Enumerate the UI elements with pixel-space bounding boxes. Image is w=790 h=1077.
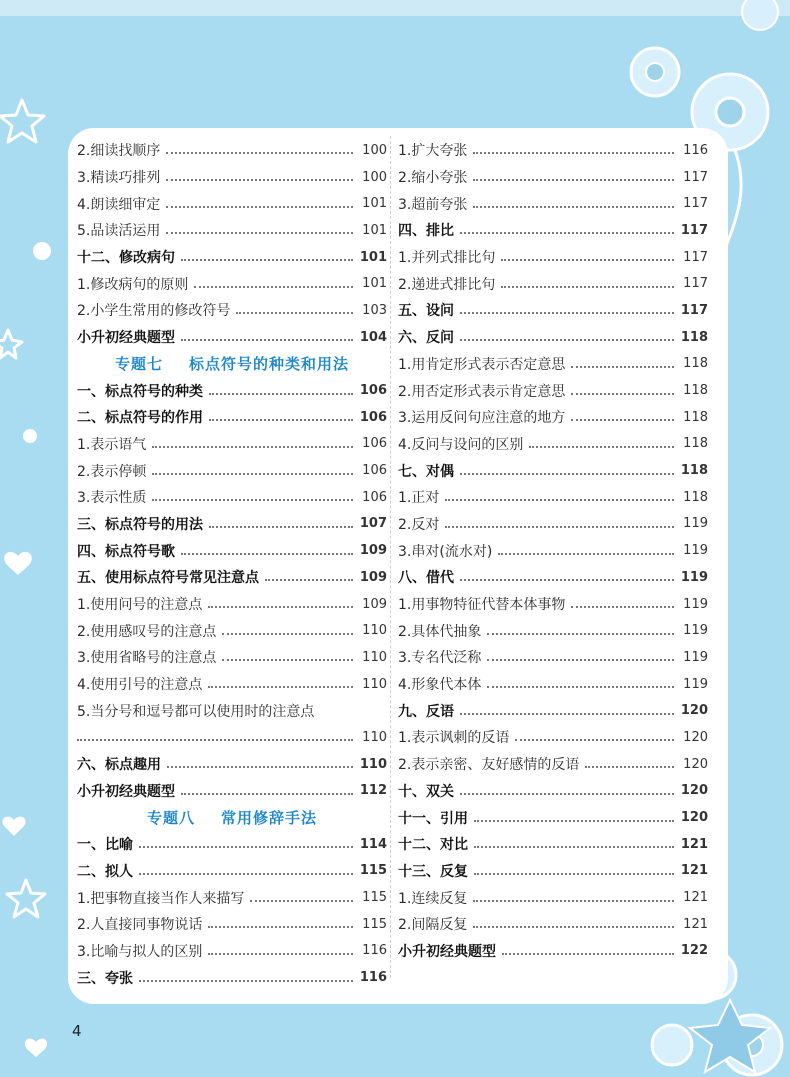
toc-entry-row[interactable] (398, 724, 708, 751)
dot-leader (152, 446, 353, 448)
toc-entry-row[interactable] (77, 671, 387, 698)
dot-leader (166, 232, 353, 234)
sun-icon (23, 429, 37, 443)
toc-entry-row[interactable] (77, 938, 387, 965)
dot-leader (460, 473, 674, 475)
toc-section-row[interactable] (398, 297, 708, 324)
dot-leader (166, 179, 353, 181)
dot-leader (208, 686, 353, 688)
star-icon (7, 880, 45, 917)
toc-entry-title: 1.使用问号的注意点 (77, 597, 203, 614)
dot-leader (181, 259, 353, 261)
heart-icon (2, 817, 25, 836)
toc-section-row[interactable] (398, 831, 708, 858)
toc-entry-row[interactable] (398, 617, 708, 644)
dot-leader (236, 312, 353, 314)
toc-entry-title: 小升初经典题型 (77, 783, 175, 800)
toc-entry-row[interactable] (77, 457, 387, 484)
toc-page-number: 110 (362, 649, 387, 665)
dot-leader (222, 659, 353, 661)
toc-page-number: 118 (680, 329, 708, 345)
toc-entry-row[interactable] (77, 644, 387, 671)
toc-page-number: 120 (680, 783, 708, 799)
toc-entry-title: 六、反问 (398, 330, 454, 347)
toc-section-row[interactable] (398, 324, 708, 351)
toc-entry-title: 小升初经典题型 (77, 330, 175, 347)
dot-leader (181, 553, 353, 555)
dot-leader (445, 526, 674, 528)
toc-entry-title: 2.间隔反复 (398, 917, 468, 934)
toc-entry-title: 3.超前夸张 (398, 196, 468, 213)
sun-icon (33, 242, 51, 260)
toc-entry-row[interactable] (398, 431, 708, 458)
toc-page-number: 106 (362, 436, 387, 452)
toc-entry-row[interactable] (398, 644, 708, 671)
toc-page-number: 101 (362, 196, 387, 212)
toc-page-number: 121 (680, 836, 708, 852)
toc-page-number: 101 (362, 222, 387, 238)
flower-icon (652, 1025, 692, 1065)
toc-page-number: 115 (359, 863, 387, 879)
toc-entry-title: 2.用否定形式表示肯定意思 (398, 383, 566, 400)
dot-leader (139, 846, 353, 848)
toc-page-number: 100 (362, 142, 387, 158)
toc-entry-row[interactable] (77, 297, 387, 324)
toc-entry-title: 十二、对比 (398, 837, 468, 854)
toc-entry-title: 4.反问与设问的区别 (398, 436, 524, 453)
dot-leader (487, 633, 674, 635)
dot-leader (152, 473, 353, 475)
dot-leader (181, 339, 353, 341)
toc-section-row[interactable] (77, 564, 387, 591)
dot-leader (250, 900, 353, 902)
toc-page-number: 110 (362, 676, 387, 692)
dot-leader (139, 980, 353, 982)
toc-entry-title: 八、借代 (398, 570, 454, 587)
heart-icon (4, 552, 32, 575)
toc-page-number: 119 (683, 649, 708, 665)
toc-right-column (398, 137, 708, 964)
dot-leader (445, 499, 674, 501)
heart-icon (25, 1039, 47, 1057)
toc-page-number: 116 (359, 970, 387, 986)
dot-leader (498, 553, 674, 555)
dot-leader (222, 633, 353, 635)
toc-entry-row[interactable] (77, 431, 387, 458)
toc-entry-row[interactable] (77, 697, 387, 724)
dot-leader (208, 606, 353, 608)
dot-leader (585, 766, 674, 768)
toc-entry-row[interactable] (398, 537, 708, 564)
toc-entry-title: 1.表示语气 (77, 436, 147, 453)
toc-entry-title: 十三、反复 (398, 863, 468, 880)
toc-entry-row[interactable] (398, 137, 708, 164)
dot-leader (571, 419, 674, 421)
toc-section-row[interactable] (77, 404, 387, 431)
chapter-title: 常用修辞手法 (221, 809, 318, 828)
chapter-number: 专题七 (114, 355, 163, 374)
dot-leader (208, 953, 353, 955)
toc-section-row[interactable] (398, 217, 708, 244)
dot-leader (460, 579, 674, 581)
toc-page-number: 109 (359, 569, 387, 585)
toc-page-number: 101 (359, 249, 387, 265)
dot-leader (473, 926, 674, 928)
toc-entry-title: 3.比喻与拟人的区别 (77, 943, 203, 960)
dot-leader (473, 152, 674, 154)
dot-leader (571, 393, 674, 395)
dot-leader (474, 846, 674, 848)
toc-entry-row[interactable] (398, 911, 708, 938)
toc-entry-row[interactable] (398, 404, 708, 431)
toc-section-row[interactable] (77, 964, 387, 991)
dot-leader (571, 606, 674, 608)
star-icon (0, 330, 22, 358)
toc-entry-title: 1.用肯定形式表示否定意思 (398, 356, 566, 373)
toc-entry-row[interactable] (77, 724, 387, 751)
toc-entry-title: 五、设问 (398, 303, 454, 320)
toc-entry-title: 三、夸张 (77, 970, 133, 987)
toc-page-number: 103 (362, 302, 387, 318)
toc-entry-title: 九、反语 (398, 703, 454, 720)
toc-page-number: 118 (683, 356, 708, 372)
toc-entry-title: 四、标点符号歌 (77, 543, 175, 560)
toc-section-row[interactable] (77, 778, 387, 805)
toc-entry-title: 4.朗读细审定 (77, 196, 161, 213)
dot-leader (181, 793, 353, 795)
toc-section-row[interactable] (77, 324, 387, 351)
toc-page-number: 117 (680, 302, 708, 318)
dot-leader (473, 179, 674, 181)
toc-entry-title: 2.表示亲密、友好感情的反语 (398, 757, 580, 774)
toc-entry-row[interactable] (398, 591, 708, 618)
toc-section-row[interactable] (398, 457, 708, 484)
toc-page-number: 119 (683, 676, 708, 692)
toc-entry-title: 三、标点符号的用法 (77, 516, 203, 533)
dot-leader (209, 419, 353, 421)
toc-page-number: 106 (362, 463, 387, 479)
dot-leader (501, 259, 674, 261)
toc-entry-title: 一、比喻 (77, 837, 133, 854)
dot-leader (529, 446, 674, 448)
page-number: 4 (72, 1022, 82, 1040)
flower-icon (631, 48, 679, 96)
toc-page-number: 117 (683, 169, 708, 185)
toc-entry-row[interactable] (398, 270, 708, 297)
toc-page-number: 118 (683, 489, 708, 505)
toc-entry-title: 1.正对 (398, 490, 440, 507)
toc-entry-title: 4.使用引号的注意点 (77, 677, 203, 694)
dot-leader (502, 953, 674, 955)
toc-entry-row[interactable] (398, 751, 708, 778)
toc-entry-row[interactable] (398, 164, 708, 191)
toc-entry-title: 5.当分号和逗号都可以使用时的注意点 (77, 703, 315, 720)
toc-page-number: 116 (362, 943, 387, 959)
toc-entry-title: 四、排比 (398, 223, 454, 240)
toc-page-number: 114 (359, 836, 387, 852)
dot-leader (77, 739, 353, 741)
dot-leader (139, 873, 353, 875)
toc-page-number: 118 (683, 409, 708, 425)
toc-page-number: 119 (683, 516, 708, 532)
toc-entry-title: 1.表示讽刺的反语 (398, 730, 510, 747)
toc-section-row[interactable] (77, 511, 387, 538)
toc-page-number: 118 (683, 383, 708, 399)
toc-page-number: 119 (683, 623, 708, 639)
toc-page-number: 117 (683, 249, 708, 265)
toc-entry-title: 二、标点符号的作用 (77, 410, 203, 427)
flower-icon (742, 0, 778, 30)
toc-section-row[interactable] (398, 697, 708, 724)
toc-entry-title: 1.把事物直接当作人来描写 (77, 890, 245, 907)
toc-section-row[interactable] (398, 858, 708, 885)
toc-entry-row[interactable] (77, 217, 387, 244)
toc-page-number: 110 (359, 756, 387, 772)
toc-page-number: 106 (359, 409, 387, 425)
toc-entry-row[interactable] (77, 617, 387, 644)
toc-page-number: 120 (680, 703, 708, 719)
toc-entry-row[interactable] (77, 137, 387, 164)
toc-entry-row[interactable] (398, 884, 708, 911)
toc-page-number: 119 (680, 569, 708, 585)
toc-page-number: 120 (683, 729, 708, 745)
toc-section-row[interactable] (77, 751, 387, 778)
dot-leader (487, 659, 674, 661)
toc-entry-title: 六、标点趣用 (77, 757, 161, 774)
toc-page-number: 115 (362, 916, 387, 932)
dot-leader (166, 152, 353, 154)
dot-leader (460, 793, 674, 795)
toc-page-number: 119 (683, 596, 708, 612)
toc-section-row[interactable] (77, 858, 387, 885)
chapter-heading (77, 804, 387, 831)
toc-entry-row[interactable] (398, 244, 708, 271)
dot-leader (209, 526, 353, 528)
toc-entry-title: 小升初经典题型 (398, 943, 496, 960)
toc-entry-title: 3.专名代泛称 (398, 650, 482, 667)
toc-entry-title: 一、标点符号的种类 (77, 383, 203, 400)
toc-entry-title: 2.表示停顿 (77, 463, 147, 480)
dot-leader (209, 393, 353, 395)
dot-leader (208, 926, 353, 928)
toc-entry-title: 3.使用省略号的注意点 (77, 650, 217, 667)
toc-entry-title: 3.精读巧排列 (77, 170, 161, 187)
toc-entry-title: 2.递进式排比句 (398, 276, 496, 293)
toc-section-row[interactable] (398, 938, 708, 965)
toc-entry-title: 2.反对 (398, 516, 440, 533)
toc-entry-title: 1.用事物特征代替本体事物 (398, 597, 566, 614)
toc-page-number: 121 (680, 863, 708, 879)
toc-page-number: 117 (683, 196, 708, 212)
toc-section-row[interactable] (77, 831, 387, 858)
toc-entry-title: 十、双关 (398, 783, 454, 800)
toc-page-number: 106 (362, 489, 387, 505)
dot-leader (501, 286, 674, 288)
dot-leader (167, 766, 353, 768)
toc-entry-title: 3.运用反问句应注意的地方 (398, 410, 566, 427)
toc-page-number: 110 (362, 623, 387, 639)
toc-entry-title: 2.小学生常用的修改符号 (77, 303, 231, 320)
toc-entry-row[interactable] (77, 164, 387, 191)
toc-entry-row[interactable] (77, 190, 387, 217)
dot-leader (473, 206, 674, 208)
toc-entry-row[interactable] (398, 484, 708, 511)
toc-section-row[interactable] (77, 537, 387, 564)
chapter-number: 专题八 (146, 809, 195, 828)
dot-leader (460, 713, 674, 715)
dot-leader (571, 366, 674, 368)
toc-entry-title: 五、使用标点符号常见注意点 (77, 570, 259, 587)
dot-leader (460, 312, 674, 314)
toc-page-number: 106 (359, 383, 387, 399)
toc-section-row[interactable] (77, 244, 387, 271)
toc-entry-row[interactable] (398, 511, 708, 538)
toc-entry-row[interactable] (398, 377, 708, 404)
toc-entry-title: 十二、修改病句 (77, 250, 175, 267)
dot-leader (473, 900, 674, 902)
toc-section-row[interactable] (398, 804, 708, 831)
toc-page-number: 118 (680, 463, 708, 479)
toc-entry-title: 七、对偶 (398, 463, 454, 480)
toc-entry-row[interactable] (77, 484, 387, 511)
toc-page-number: 118 (683, 436, 708, 452)
toc-entry-title: 2.细读找顺序 (77, 143, 161, 160)
toc-section-row[interactable] (398, 564, 708, 591)
toc-page-number: 110 (362, 729, 387, 745)
toc-page-number: 109 (362, 596, 387, 612)
toc-entry-title: 1.修改病句的原则 (77, 276, 189, 293)
toc-page-number: 121 (683, 890, 708, 906)
dot-leader (474, 873, 674, 875)
toc-entry-title: 2.人直接同事物说话 (77, 917, 203, 934)
toc-entry-title: 十一、引用 (398, 810, 468, 827)
toc-entry-row[interactable] (398, 671, 708, 698)
toc-entry-row[interactable] (77, 911, 387, 938)
toc-page-number: 122 (680, 943, 708, 959)
toc-left-column (77, 137, 387, 991)
toc-entry-row[interactable] (398, 351, 708, 378)
dot-leader (515, 739, 674, 741)
dot-leader (460, 232, 674, 234)
toc-entry-title: 3.串对(流水对) (398, 543, 493, 560)
star-icon (0, 100, 44, 142)
toc-page-number: 120 (680, 810, 708, 826)
dot-leader (460, 339, 674, 341)
dot-leader (194, 286, 353, 288)
toc-page-number: 109 (359, 543, 387, 559)
dot-leader (166, 206, 353, 208)
toc-entry-title: 1.扩大夸张 (398, 143, 468, 160)
toc-page-number: 100 (362, 169, 387, 185)
dot-leader (152, 499, 353, 501)
toc-page-number: 112 (359, 783, 387, 799)
toc-page-number: 119 (683, 543, 708, 559)
toc-section-row[interactable] (77, 377, 387, 404)
toc-page-number: 120 (683, 756, 708, 772)
toc-entry-row[interactable] (398, 190, 708, 217)
toc-page-number: 101 (362, 276, 387, 292)
toc-section-row[interactable] (398, 778, 708, 805)
column-divider (390, 136, 391, 978)
toc-entry-title: 3.表示性质 (77, 490, 147, 507)
dot-leader (474, 820, 674, 822)
toc-entry-title: 2.使用感叹号的注意点 (77, 623, 217, 640)
toc-entry-title: 4.形象代本体 (398, 677, 482, 694)
toc-page-number: 104 (359, 329, 387, 345)
toc-entry-row[interactable] (77, 884, 387, 911)
toc-page-number: 107 (359, 516, 387, 532)
chapter-heading (77, 351, 387, 378)
toc-entry-row[interactable] (77, 270, 387, 297)
toc-entry-title: 二、拟人 (77, 863, 133, 880)
toc-entry-title: 2.缩小夸张 (398, 170, 468, 187)
toc-page-number: 116 (683, 142, 708, 158)
toc-entry-title: 2.具体代抽象 (398, 623, 482, 640)
toc-page-number: 117 (683, 276, 708, 292)
toc-page-number: 117 (680, 222, 708, 238)
toc-entry-title: 5.品读活运用 (77, 223, 161, 240)
dot-leader (265, 579, 353, 581)
toc-entry-row[interactable] (77, 591, 387, 618)
toc-page-number: 121 (683, 916, 708, 932)
dot-leader (487, 686, 674, 688)
chapter-title: 标点符号的种类和用法 (189, 355, 350, 374)
toc-entry-title: 1.并列式排比句 (398, 250, 496, 267)
toc-page-number: 115 (362, 890, 387, 906)
toc-entry-title: 1.连续反复 (398, 890, 468, 907)
